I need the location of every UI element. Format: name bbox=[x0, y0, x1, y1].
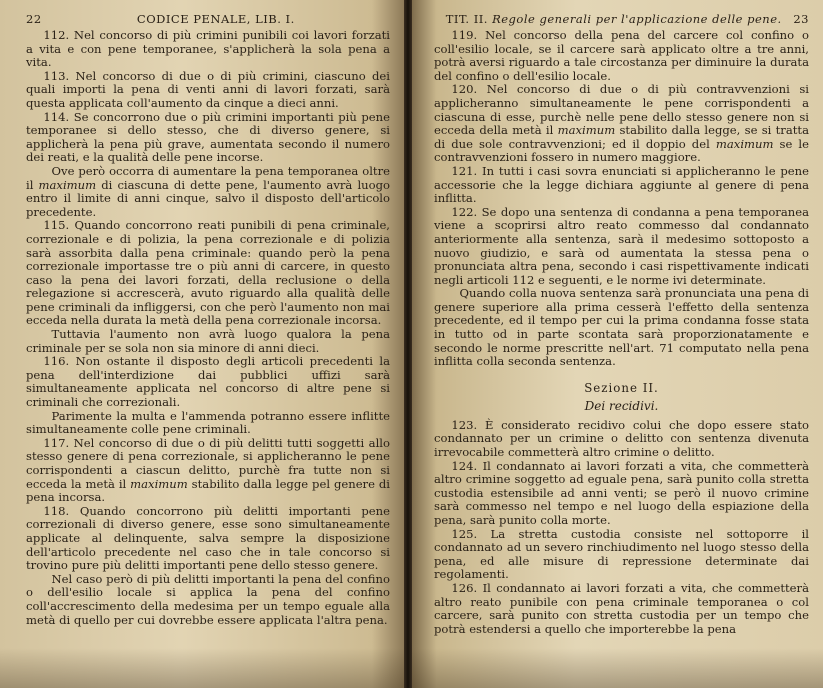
left-page bbox=[0, 0, 404, 688]
page-shadow bbox=[0, 648, 404, 688]
paragraph: 119. Nel concorso della pena del carcere col confino o coll'esilio locale, se il carcere sarà applicato oltre a tre anni, potrà aversi riguardo a tale circostanza per diminuire la durata del confino o dell'esilio locale. bbox=[434, 28, 809, 83]
paragraph: 112. Nel concorso di più crimini punibili coi lavori forzati a vita e con pene temporanee, s'applicherà la sola pena a vita. bbox=[26, 28, 390, 70]
running-head-italic: Regole generali per l'applicazione delle pene. bbox=[492, 12, 782, 26]
section-subtitle: Dei recidivi. bbox=[584, 398, 659, 413]
paragraph: 123. È considerato recidivo colui che dopo essere stato condannato per un crimine o delitto con sentenza divenuta irrevocabile commetterà altro crimine o delitto. bbox=[434, 417, 809, 460]
running-head-prefix: TIT. II. bbox=[445, 12, 488, 26]
paragraph: Tuttavia l'aumento non avrà luogo qualora la pena criminale per se sola non sia minore di anni dieci. bbox=[26, 327, 390, 355]
left-running-title: CODICE PENALE, LIB. I. bbox=[136, 12, 295, 26]
paragraph: 116. Non ostante il disposto degli articoli precedenti la pena dell'interdizione dai pubblici uffizi sarà simultaneamente applicata nel concorso di altre pene si criminali che correzionali. bbox=[26, 354, 390, 410]
paragraph: Quando colla nuova sentenza sarà pronunciata una pena di genere superiore alla prima cesserà l'effetto della sentenza precedente, ed il tempo per cui la prima condanna fosse stata in tutto od in parte scontata sarà proporzionatamente e secondo le norme prescritte nell'art. 71 computato nella pena inflitta colla seconda sentenza. bbox=[434, 286, 809, 369]
left-running-head bbox=[26, 12, 390, 26]
paragraph: 118. Quando concorrono più delitti importanti pene correzionali di diverso genere, esse sono simultaneamente applicate al delinquente, salva sempre la disposizione dell'articolo precedente nel caso che in tale concorso si trovino pure più delitti importanti pene dello stesso genere. bbox=[26, 503, 390, 573]
right-page-body bbox=[434, 29, 809, 636]
paragraph: Ove però occorra di aumentare la pena temporanea oltre il maximum di ciascuna di dette pene, l'aumento avrà luogo entro il limite di anni cinque, salvo il disposto dell'articolo precedente. bbox=[26, 163, 390, 219]
right-page-number: 23 bbox=[793, 12, 809, 26]
right-running-title bbox=[434, 12, 793, 26]
left-page-number: 22 bbox=[26, 12, 42, 26]
page-shadow bbox=[412, 648, 823, 688]
paragraph: 113. Nel concorso di due o di più crimini, ciascuno dei quali importi la pena di venti anni di lavori forzati, sarà questa applicata coll'aumento da cinque a dieci anni. bbox=[26, 68, 390, 110]
paragraph: 124. Il condannato ai lavori forzati a vita, che commetterà altro crimine soggetto ad eguale pena, sarà punito colla stretta custodia estensibile ad anni venti; se però il nuovo crimine sarà commesso nel tempo e nel luogo della espiazione della pena, sarà punito colla morte. bbox=[434, 458, 809, 527]
paragraph: Nel caso però di più delitti importanti la pena del confino o dell'esilio locale si applica la pena del confino coll'accrescimento della medesima per un tempo eguale alla metà di quello per cui dovrebbe essere applicata l'altra pena. bbox=[26, 571, 390, 627]
italic-term: maximum bbox=[557, 123, 616, 138]
section-heading: Sezione II. bbox=[584, 380, 659, 395]
book-gutter bbox=[404, 0, 412, 688]
italic-term: maximum bbox=[38, 177, 97, 192]
italic-term: maximum bbox=[715, 136, 774, 151]
right-running-head bbox=[434, 12, 809, 26]
italic-term: maximum bbox=[130, 476, 188, 491]
paragraph: 126. Il condannato ai lavori forzati a vita, che commetterà altro reato punibile con pena criminale temporanea o col carcere, sarà punito con stretta custodia per un tempo che potrà estendersi a quello che importerebbe la pena bbox=[434, 580, 809, 636]
paragraph: 115. Quando concorrono reati punibili di pena criminale, correzionale e di polizia, la pena correzionale e di polizia sarà assorbita dalla pena criminale: quando però la pena correzionale importasse tre o più anni di carcere, in questo caso la pena dei lavori forzati, della reclusione o della relegazione si accrescerà, avuto riguardo alla qualità delle pene criminali da infliggersi, con che però l'aumento non mai ecceda nella durata la metà della pena correzionale incorsa. bbox=[26, 218, 390, 328]
left-page-body bbox=[26, 29, 390, 627]
paragraph: Parimente la multa e l'ammenda potranno essere inflitte simultaneamente colle pene criminali. bbox=[26, 408, 390, 437]
paragraph: 122. Se dopo una sentenza di condanna a pena temporanea viene a scoprirsi altro reato commesso dal condannato anteriormente alla sentenza, sarà il medesimo sottoposto a nuovo giudizio, e sarà od aumentata la stessa pena o pronunciata altra pena, secondo i casi rispettivamente indicati negli articoli 112 e seguenti, e le norme ivi determinate. bbox=[434, 204, 809, 287]
right-page bbox=[412, 0, 823, 688]
paragraph: 120. Nel concorso di due o di più contravvenzioni si applicheranno simultaneamente le pene corrispondenti a ciascuna di esse, purchè nelle pene dello stesso genere non si ecceda della metà il maximum stabilito dalla legge, se si tratta di due sole contravvenzioni; ed il doppio del maximum se le contravvenzioni fossero in numero maggiore. bbox=[434, 82, 809, 165]
paragraph: 114. Se concorrono due o più crimini importanti più pene temporanee si dello stesso, che di diverso genere, si applicherà la pena più grave, aumentata secondo il numero dei reati, e la qualità delle pene incorse. bbox=[26, 109, 390, 165]
paragraph: 121. In tutti i casi sovra enunciati si applicheranno le pene accessorie che la legge dichiara aggiunte al genere di pena inflitta. bbox=[434, 163, 809, 206]
paragraph: 125. La stretta custodia consiste nel sottoporre il condannato ad un severo rinchiudimento nel luogo stesso della pena, ed alle misure di repressione determinate dai regolamenti. bbox=[434, 526, 809, 582]
paragraph: 117. Nel concorso di due o di più delitti tutti soggetti allo stesso genere di pena correzionale, si applicheranno le pene corrispondenti a ciascun delitto, purchè fra tutte non si ecceda la metà il maximum stabilito dalla legge pel genere di pena incorsa. bbox=[26, 435, 391, 505]
